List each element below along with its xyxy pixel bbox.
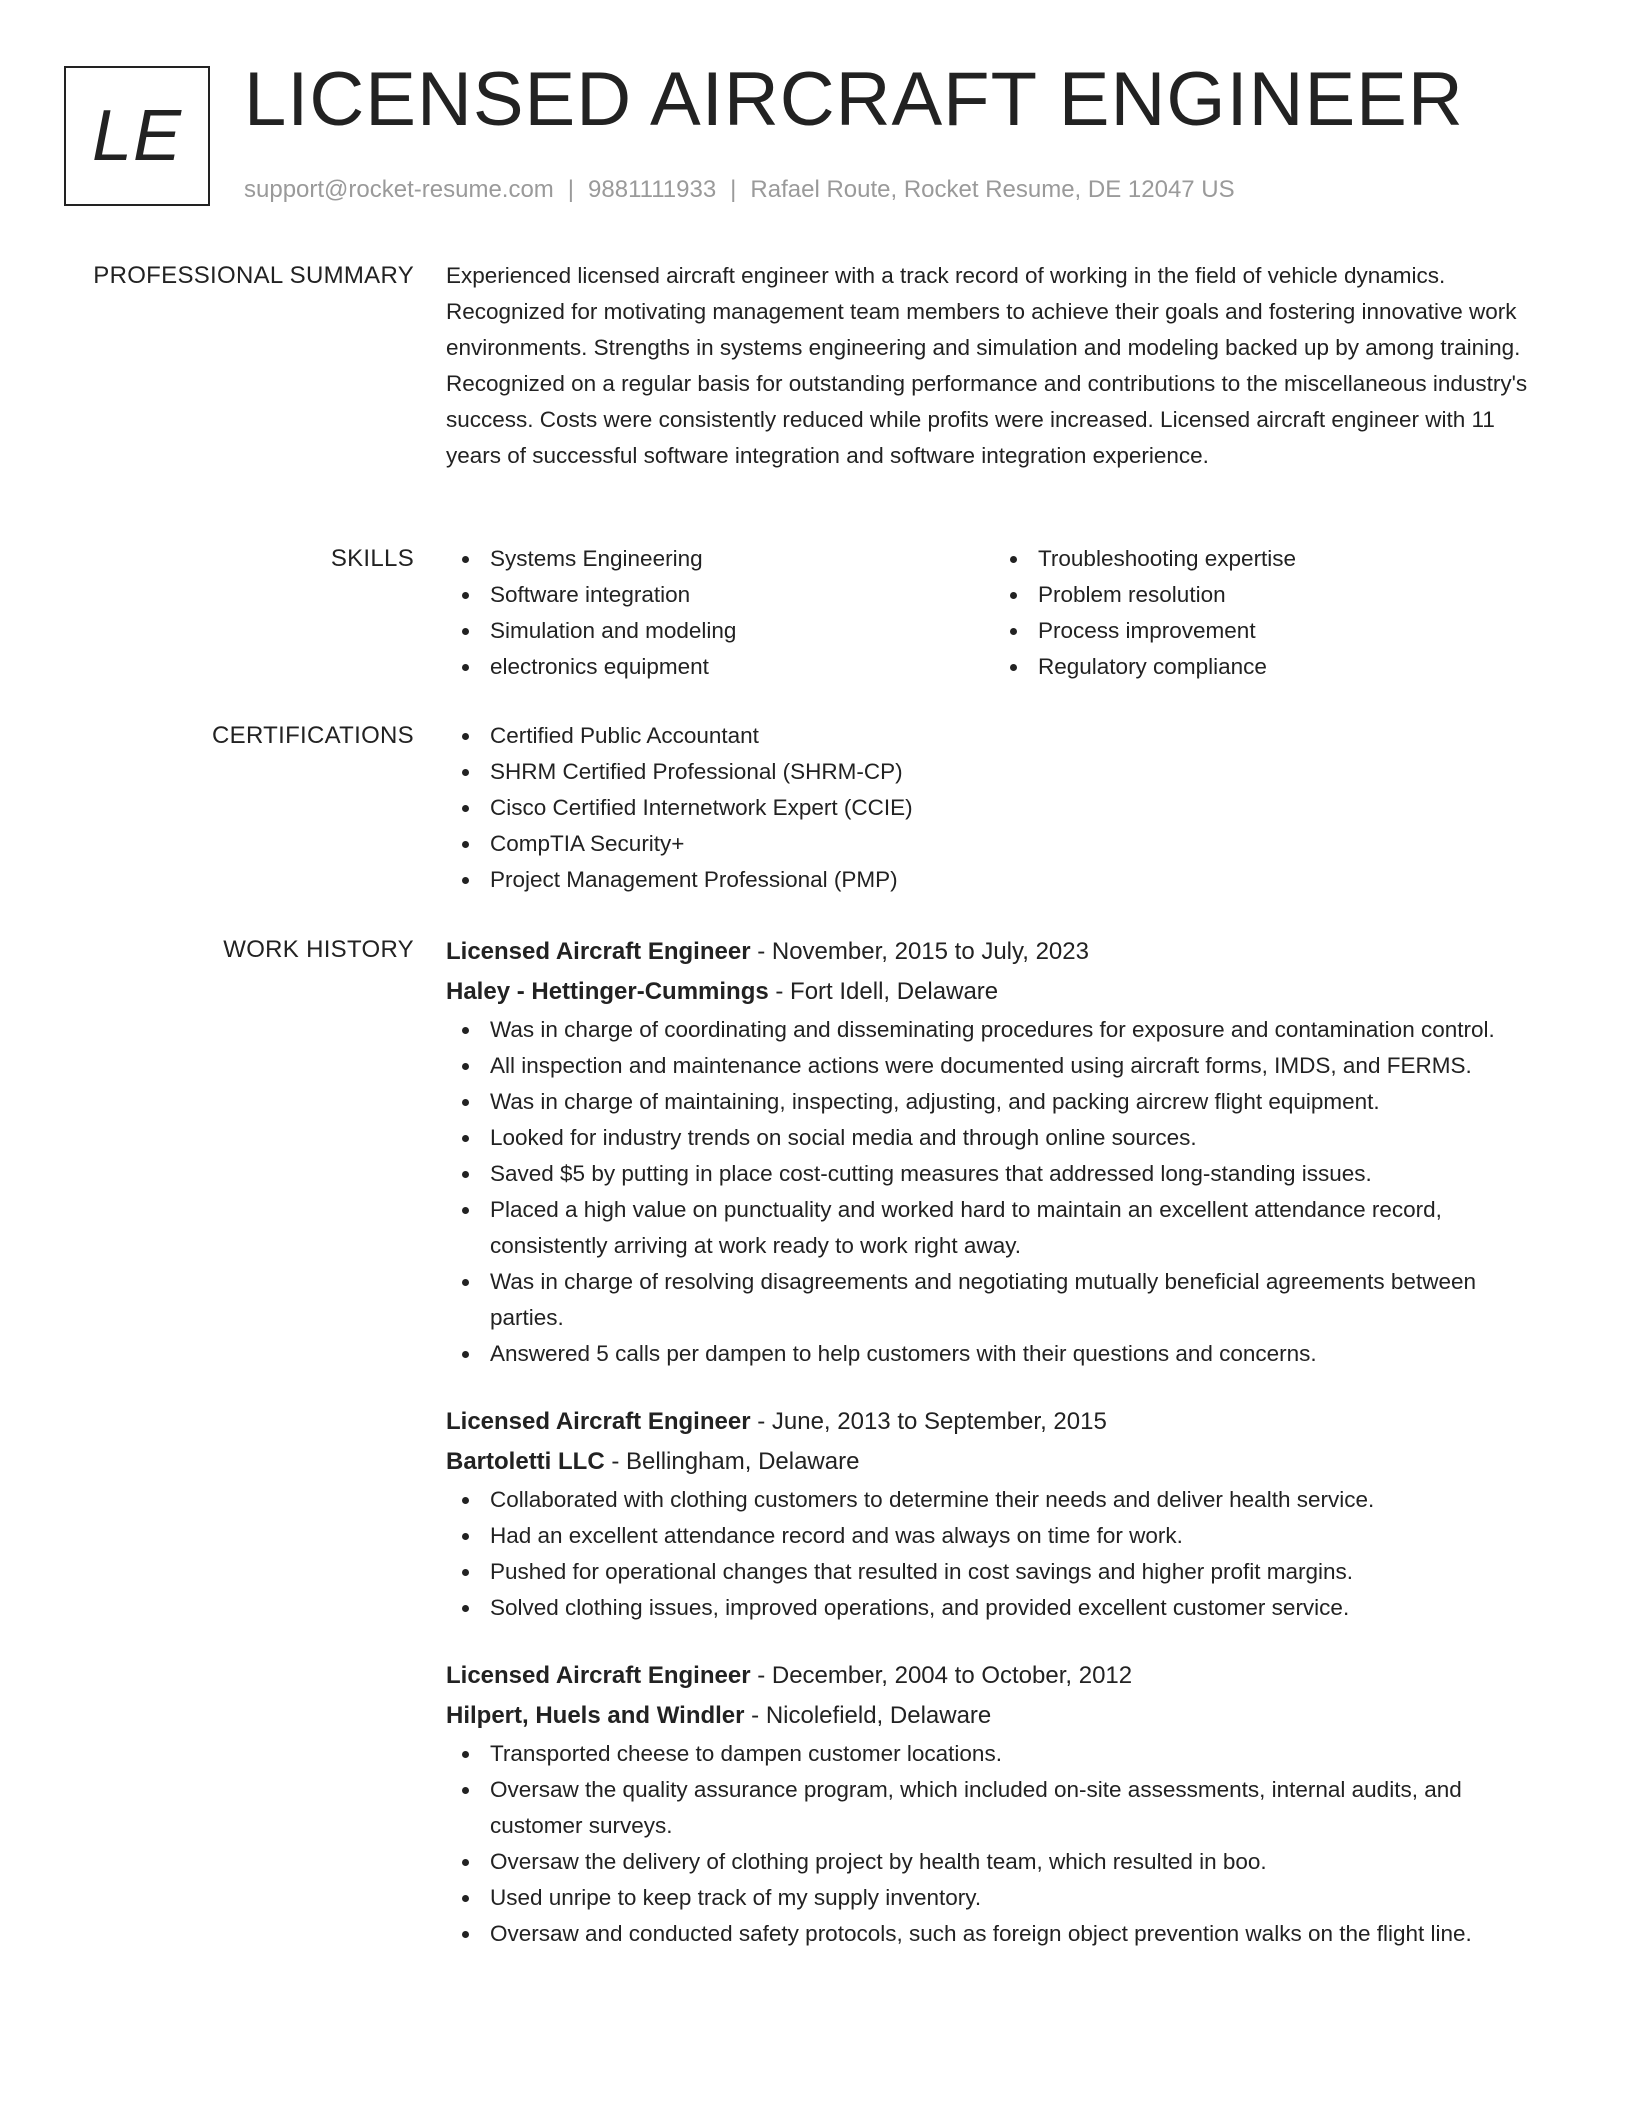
contact-separator: | (730, 176, 737, 203)
job-location: - Bellingham, Delaware (604, 1448, 860, 1475)
monogram-initials: LE (91, 96, 183, 176)
job-bullet: Collaborated with clothing customers to determine their needs and deliver health service. (490, 1482, 1556, 1518)
job-bullet: Oversaw the delivery of clothing project by health team, which resulted in boo. (490, 1844, 1556, 1880)
job-bullet: Transported cheese to dampen customer locations. (490, 1736, 1556, 1772)
job-bullet: Oversaw and conducted safety protocols, such as foreign object prevention walks on the flight line. (490, 1916, 1556, 1952)
skill-item: Simulation and modeling (490, 613, 994, 649)
job-role: Licensed Aircraft Engineer (446, 1408, 751, 1435)
job-entry (446, 1402, 1556, 1626)
resume-title: LICENSED AIRCRAFT ENGINEER (244, 57, 1464, 142)
summary-text: Experienced licensed aircraft engineer with a track record of working in the field of vehicle dynamics. Recognized for motivating management team members to achieve their goals and fostering innovative work environments. Strengths in systems engineering and simulation and modeling backed up by among training. Recognized on a regular basis for outstanding performance and contributions to the miscellaneous industry's success. Costs were consistently reduced while profits were increased. Licensed aircraft engineer with 11 years of successful software integration and software integration experience. (446, 263, 1528, 468)
certifications-list (446, 718, 1556, 898)
skill-item: Problem resolution (1038, 577, 1542, 613)
certification-item: Cisco Certified Internetwork Expert (CCIE) (490, 790, 1556, 826)
contact-phone: 9881111933 (588, 176, 717, 203)
job-title-line (446, 1656, 1556, 1696)
work-history-body (446, 932, 1556, 1952)
contact-email: support@rocket-resume.com (244, 176, 554, 203)
job-bullet: Was in charge of resolving disagreements and negotiating mutually beneficial agreements between parties. (490, 1264, 1556, 1336)
skill-item: Troubleshooting expertise (1038, 541, 1542, 577)
contact-line (244, 174, 1235, 205)
job-bullet: All inspection and maintenance actions were documented using aircraft forms, IMDS, and FERMS. (490, 1048, 1556, 1084)
monogram-box (64, 66, 210, 206)
skills-list-left (446, 541, 994, 685)
job-bullets (446, 1482, 1556, 1626)
job-bullet: Used unripe to keep track of my supply inventory. (490, 1880, 1556, 1916)
job-location: - Nicolefield, Delaware (744, 1702, 992, 1729)
job-role: Licensed Aircraft Engineer (446, 938, 751, 965)
job-company: Haley - Hettinger-Cummings (446, 978, 769, 1005)
job-title-line (446, 1402, 1556, 1442)
section-label-skills: SKILLS (330, 545, 414, 572)
section-label-certifications: CERTIFICATIONS (212, 722, 414, 749)
contact-address: Rafael Route, Rocket Resume, DE 12047 US (750, 176, 1235, 203)
skill-item: Software integration (490, 577, 994, 613)
job-bullet: Pushed for operational changes that resulted in cost savings and higher profit margins. (490, 1554, 1556, 1590)
job-bullet: Answered 5 calls per dampen to help customers with their questions and concerns. (490, 1336, 1556, 1372)
job-bullet: Placed a high value on punctuality and worked hard to maintain an excellent attendance record, consistently arriving at work ready to work right away. (490, 1192, 1556, 1264)
job-entry (446, 932, 1556, 1372)
job-bullet: Looked for industry trends on social media and through online sources. (490, 1120, 1556, 1156)
job-bullet: Was in charge of coordinating and disseminating procedures for exposure and contamination control. (490, 1012, 1556, 1048)
certifications-body (446, 718, 1556, 898)
job-bullets (446, 1736, 1556, 1952)
certification-item: CompTIA Security+ (490, 826, 1556, 862)
job-company: Bartoletti LLC (446, 1448, 605, 1475)
section-label-summary: PROFESSIONAL SUMMARY (93, 262, 414, 289)
job-company-line (446, 1696, 1556, 1736)
skill-item: Process improvement (1038, 613, 1542, 649)
job-bullet: Was in charge of maintaining, inspecting, adjusting, and packing aircrew flight equipment. (490, 1084, 1556, 1120)
skills-list-right (994, 541, 1542, 685)
job-bullet: Had an excellent attendance record and was always on time for work. (490, 1518, 1556, 1554)
job-dates: - June, 2013 to September, 2015 (750, 1408, 1107, 1435)
job-company-line (446, 972, 1556, 1012)
skills-body (446, 541, 1556, 685)
job-dates: - November, 2015 to July, 2023 (750, 938, 1089, 965)
job-company-line (446, 1442, 1556, 1482)
skill-item: electronics equipment (490, 649, 994, 685)
skill-item: Systems Engineering (490, 541, 994, 577)
job-entry (446, 1656, 1556, 1952)
job-bullets (446, 1012, 1556, 1372)
certification-item: Project Management Professional (PMP) (490, 862, 1556, 898)
job-bullet: Oversaw the quality assurance program, which included on-site assessments, internal audits, and customer surveys. (490, 1772, 1556, 1844)
contact-separator: | (567, 176, 575, 203)
certification-item: SHRM Certified Professional (SHRM-CP) (490, 754, 1556, 790)
job-location: - Fort Idell, Delaware (768, 978, 999, 1005)
summary-body (446, 258, 1556, 474)
job-bullet: Solved clothing issues, improved operations, and provided excellent customer service. (490, 1590, 1556, 1626)
job-dates: - December, 2004 to October, 2012 (750, 1662, 1133, 1689)
skill-item: Regulatory compliance (1038, 649, 1542, 685)
job-title-line (446, 932, 1556, 972)
section-label-work-history: WORK HISTORY (223, 936, 414, 963)
job-bullet: Saved $5 by putting in place cost-cutting measures that addressed long-standing issues. (490, 1156, 1556, 1192)
job-role: Licensed Aircraft Engineer (446, 1662, 751, 1689)
certification-item: Certified Public Accountant (490, 718, 1556, 754)
job-company: Hilpert, Huels and Windler (446, 1702, 745, 1729)
